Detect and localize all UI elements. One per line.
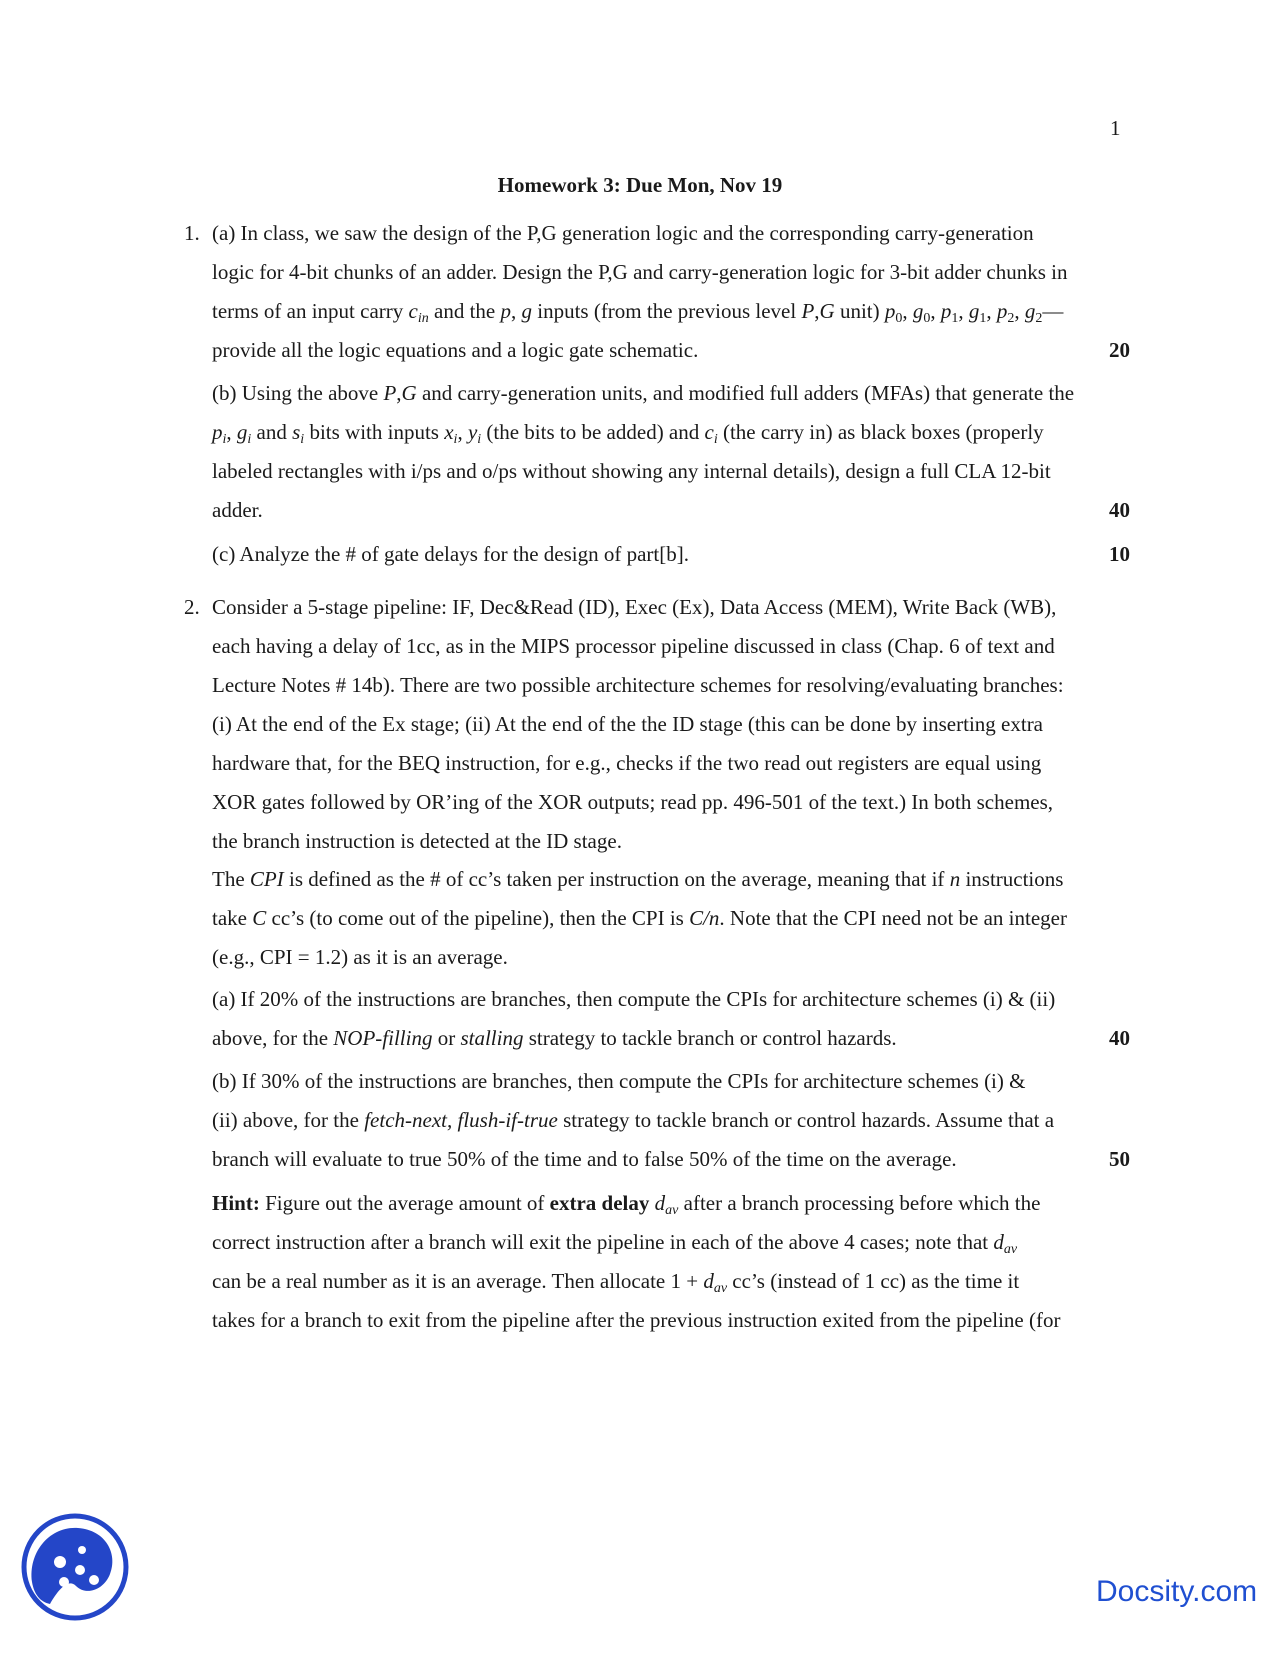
- question-1a-points: 20: [1109, 338, 1130, 362]
- question-1c-points: 10: [1109, 542, 1130, 566]
- question-1c: (c) Analyze the # of gate delays for the design of part[b].: [212, 542, 689, 566]
- question-2-intro: Consider a 5-stage pipeline: IF, Dec&Read (ID), Exec (Ex), Data Access (MEM), Write Back (WB), each having a delay of 1cc, as in the MIPS processor pipeline discussed in class (Chap. 6 of text and Lecture Notes # 14b). There are two possible architecture schemes for resolving/evaluating branches: (i) At the end of the Ex stage; (ii) At the end of the the ID stage (this can be done by inserting extra hardware that, for the BEQ instruction, for e.g., checks if the two read out registers are equal using XOR gates followed by OR’ing of the XOR outputs; read pp. 496-501 of the text.) In both schemes, the branch instruction is detected at the ID stage.: [212, 595, 1064, 853]
- question-2-cpi-definition: The CPI is defined as the # of cc’s taken per instruction on the average, meaning that if n instructions take C cc’s (to come out of the pipeline), then the CPI is C/n. Note that the CPI need not be an integer (e.g., CPI = 1.2) as it is an average.: [212, 867, 1067, 969]
- question-2-hint: Hint: Figure out the average amount of extra delay $d_{av}$ after a branch processing before which the correct instruction after a branch will exit the pipeline in each of the above 4 cases; note that $d_{av}$ can be a real number as it is an average. Then allocate $1 + d_{av}$ cc’s (instead of 1 cc) as the time it takes for a branch to exit from the pipeline after the previous instruction exited from the pipeline (for: [212, 1191, 1061, 1332]
- question-1b: (b) Using the above P,G and carry-generation units, and modified full adders (MFAs) that generate the $p_i$, $g_i$ and $s_i$ bits with inputs $x_i$, $y_i$ (the bits to be added) and $c_i$ (the carry in) as black boxes (properly labeled rectangles with i/ps and o/ps without showing any internal details), design a full CLA 12-bit adder.: [212, 381, 1075, 522]
- question-1a: (a) In class, we saw the design of the P,G generation logic and the corresponding carry-generation logic for 4-bit chunks of an adder. Design the P,G and carry-generation logic for 3-bit adder chunks in terms of an input carry $c_{in}$ and the p, g inputs (from the previous level P,G unit) $p_0$, $g_0$, $p_1$, $g_1$, $p_2$, $g_2—$ provide all the logic equations and a logic gate schematic.: [212, 221, 1068, 362]
- question-2b-points: 50: [1109, 1147, 1130, 1171]
- question-2a: (a) If 20% of the instructions are branches, then compute the CPIs for architecture schemes (i) & (ii) above, for the NOP-filling or stalling strategy to tackle branch or control hazards.: [212, 987, 1056, 1050]
- question-1-number: 1.: [184, 221, 200, 245]
- page-title: Homework 3: Due Mon, Nov 19: [497, 173, 783, 197]
- question-2b: (b) If 30% of the instructions are branches, then compute the CPIs for architecture schemes (i) & (ii) above, for the fetch-next, flush-if-true strategy to tackle branch or control hazards. Assume that a branch will evaluate to true 50% of the time and to false 50% of the time on the average.: [212, 1069, 1055, 1171]
- docsity-logo-icon: [20, 1512, 130, 1622]
- question-2a-points: 40: [1109, 1026, 1130, 1050]
- question-2-number: 2.: [184, 595, 200, 619]
- docsity-brand[interactable]: Docsity.com: [1096, 1575, 1258, 1608]
- question-1b-points: 40: [1109, 498, 1130, 522]
- page-number: 1: [1110, 116, 1121, 140]
